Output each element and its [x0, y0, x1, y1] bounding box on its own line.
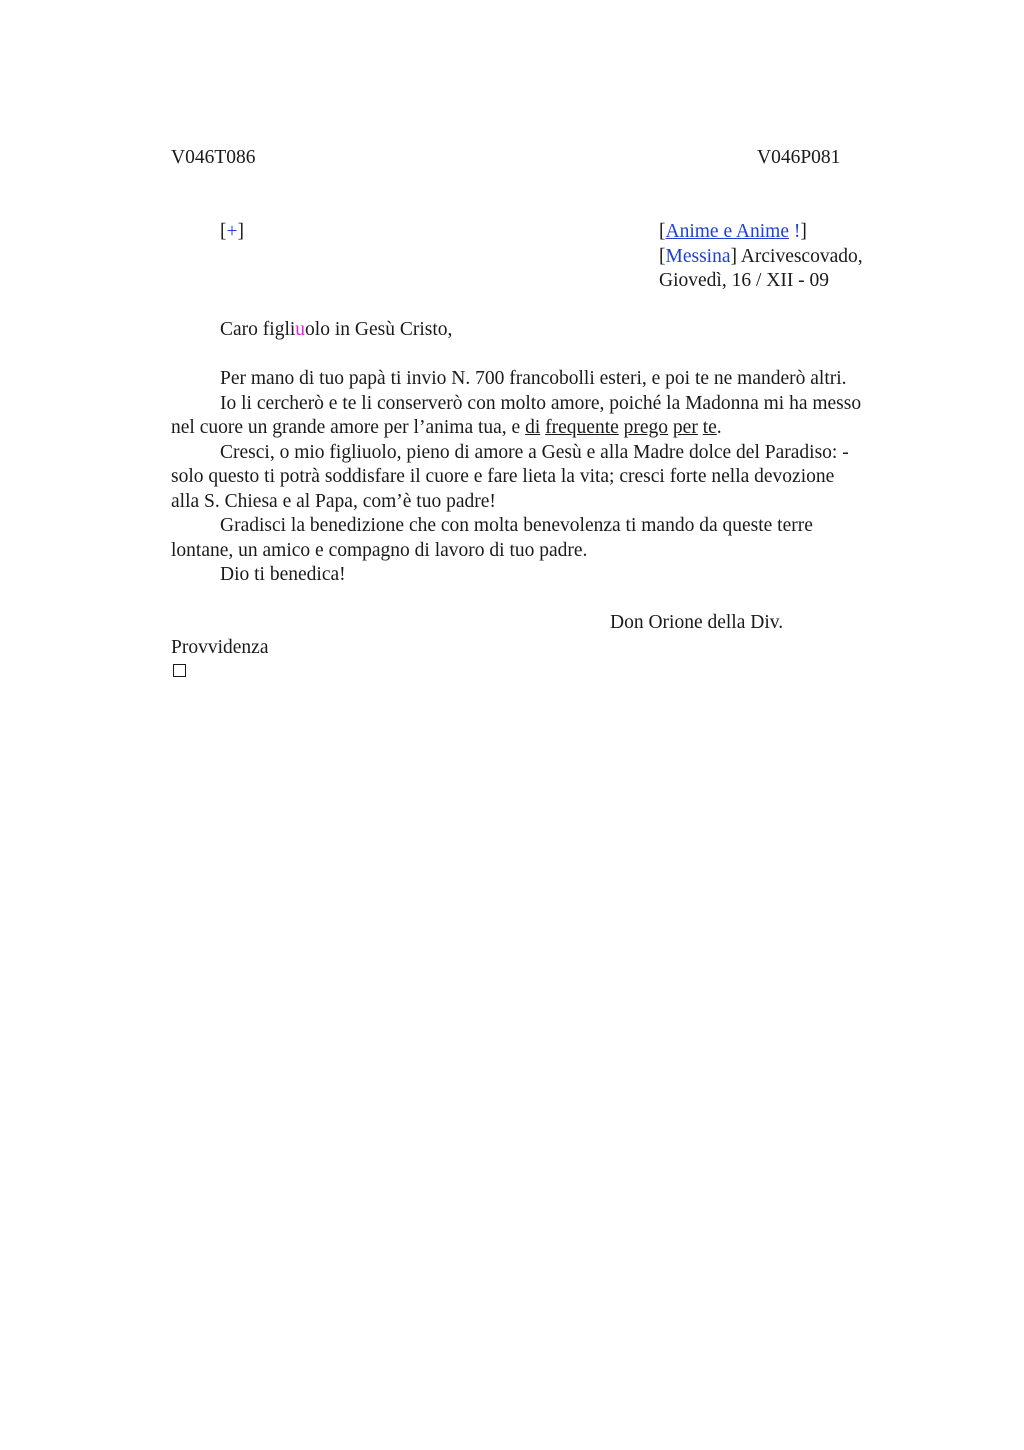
place-name: Messina: [665, 245, 731, 267]
underlined-word: di: [525, 417, 541, 438]
paragraph-5: Dio ti benedica!: [220, 564, 346, 585]
empty-box-icon: [173, 664, 186, 677]
paragraph-2-line-1: Io li cercherò e te li conserverò con molto amore, poiché la Madonna mi ha messo: [220, 392, 862, 414]
paragraph-1: Per mano di tuo papà ti invio N. 700 francobolli esteri, e poi te ne manderò altri.: [220, 368, 847, 389]
underlined-word: per: [672, 417, 698, 438]
salutation: Caro figliuolo in Gesù Cristo,: [220, 319, 453, 340]
paragraph-4-line-2: lontane, un amico e compagno di lavoro di tuo padre.: [171, 539, 588, 561]
letter-body: [171, 367, 906, 588]
letter-date: Giovedì, 16 / XII - 09: [659, 270, 830, 291]
paragraph-4-line-1: Gradisci la benedizione che con molta benevolenza ti mando da queste terre: [220, 515, 813, 536]
paragraph-3-line-2: solo questo ti potrà soddisfare il cuore e fare lieta la vita; cresci forte nella devozione: [171, 466, 835, 487]
signature-line-2: Provvidenza: [171, 636, 269, 658]
paragraph-3-line-3: alla S. Chiesa e al Papa, com’è tuo padre!: [171, 490, 496, 512]
underlined-word: prego: [623, 417, 669, 438]
paragraph-2-line-2: nel cuore un grande amore per l’anima tua, e di frequente prego per te.: [171, 417, 722, 438]
letter-title: [Anime e Anime !]: [659, 221, 807, 242]
title-exclamation: !: [793, 221, 801, 242]
signature-line-1: Don Orione della Div.: [610, 612, 784, 633]
underlined-word: frequente: [545, 417, 619, 438]
cross-marker: [+]: [220, 221, 244, 242]
highlighted-letter: u: [295, 319, 306, 340]
paragraph-3-line-1: Cresci, o mio figliuolo, pieno di amore a Gesù e alla Madre dolce del Paradiso: -: [220, 441, 849, 463]
cross-symbol: +: [226, 221, 238, 242]
underlined-word: te: [702, 417, 717, 438]
title-link[interactable]: Anime e Anime: [665, 221, 789, 242]
letter-place: [Messina] Arcivescovado,: [659, 245, 863, 267]
document-code-right: V046P081: [757, 147, 841, 168]
document-code-left: V046T086: [171, 147, 256, 168]
